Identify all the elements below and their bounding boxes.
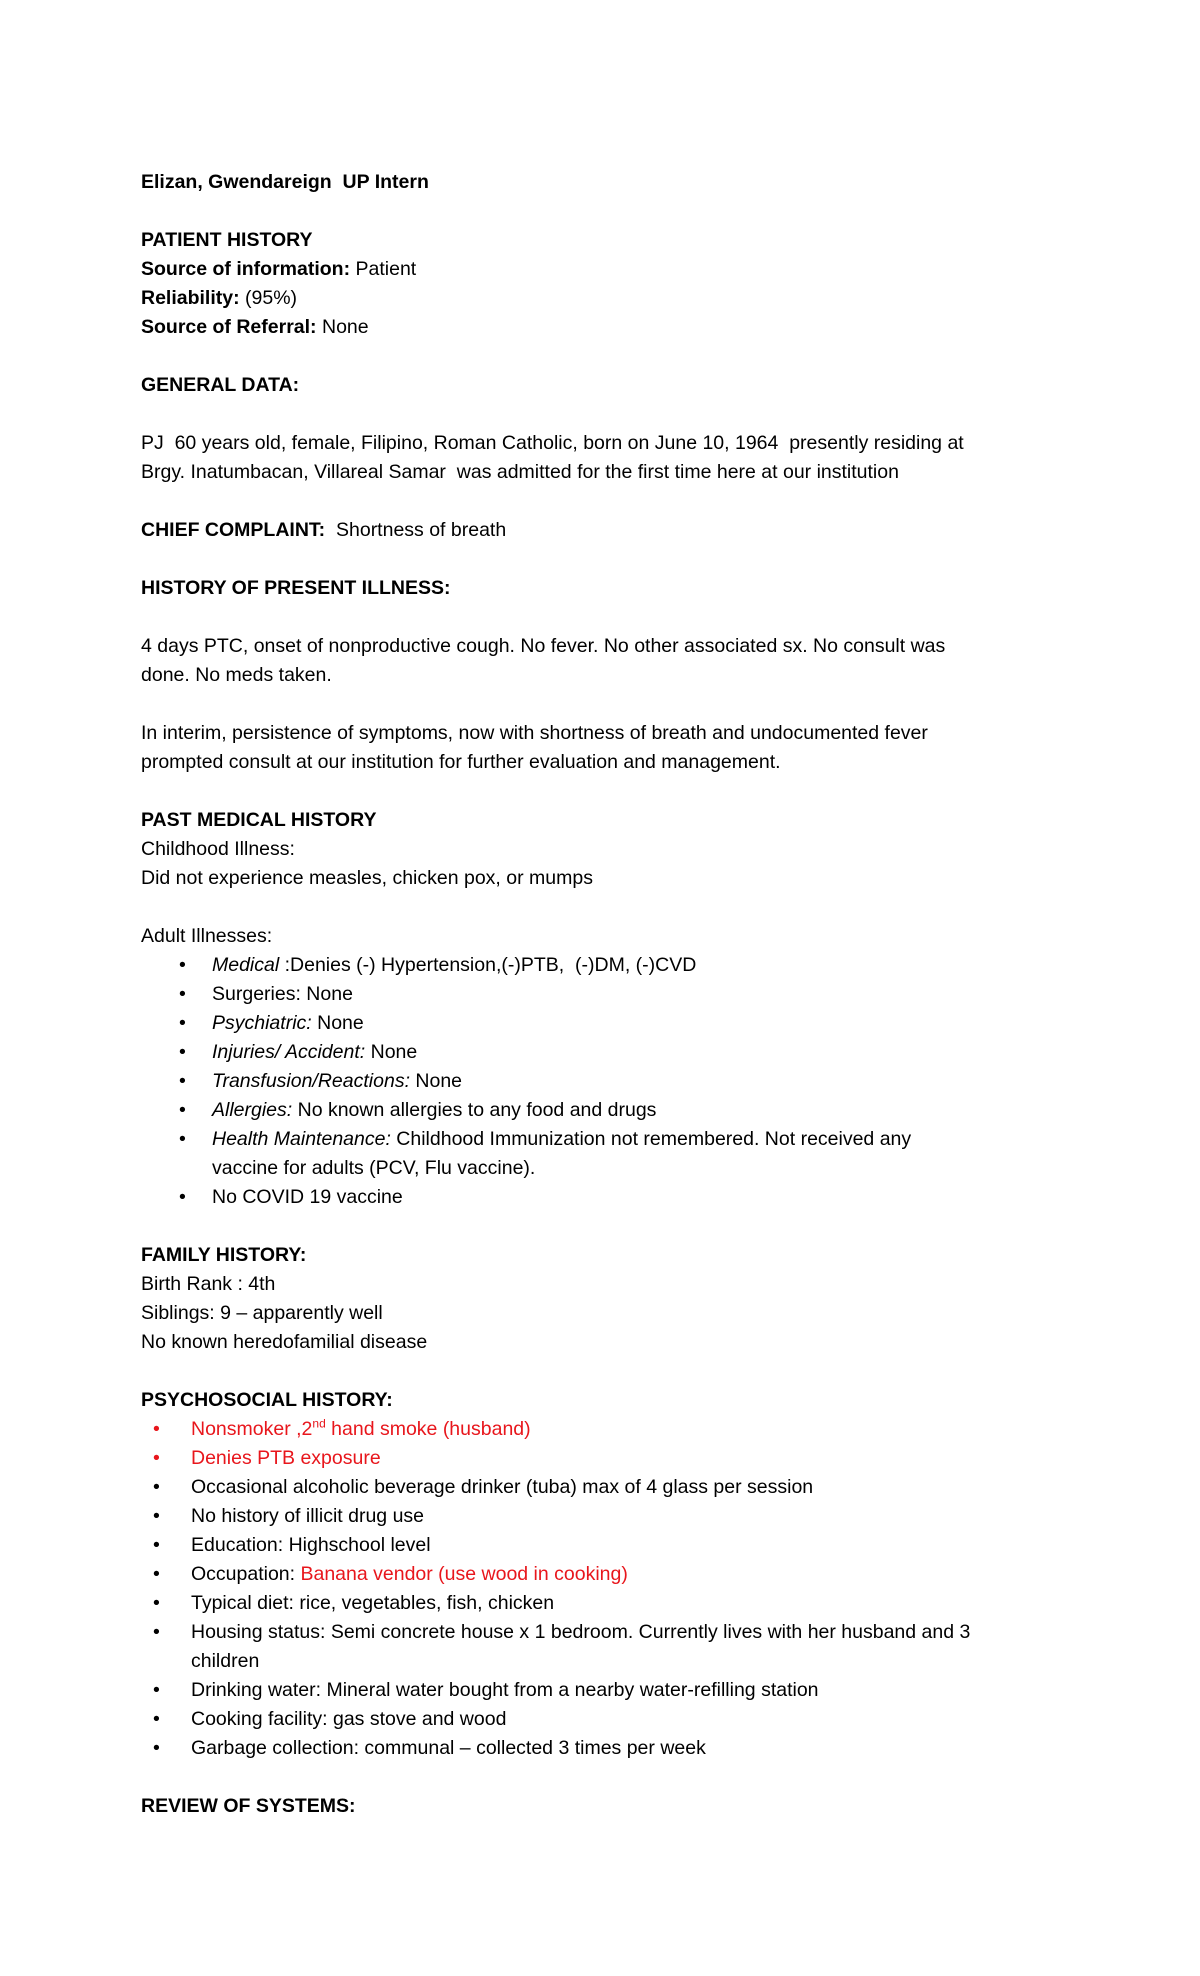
item-text: Surgeries: None [212, 983, 353, 1005]
reliability-label: Reliability: [141, 287, 240, 309]
list-item [141, 1531, 1081, 1560]
document-page [141, 168, 1081, 1821]
item-text: No COVID 19 vaccine [212, 1186, 403, 1208]
chief-complaint-label: CHIEF COMPLAINT: [141, 519, 326, 541]
item-text: None [311, 1012, 364, 1034]
psychosocial-list [141, 1415, 1081, 1763]
list-item [141, 1705, 1081, 1734]
list-item [141, 980, 1081, 1009]
list-item [141, 1183, 1081, 1212]
list-item [141, 1502, 1081, 1531]
general-data-heading: GENERAL DATA: [141, 374, 300, 396]
general-data-line-2: Brgy. Inatumbacan, Villareal Samar was admitted for the first time here at our institution [141, 461, 899, 483]
list-item [141, 1096, 1081, 1125]
list-item [141, 1125, 1081, 1183]
ptb-text: Denies PTB exposure [191, 1447, 381, 1469]
reliability [141, 284, 1081, 313]
hpi-heading: HISTORY OF PRESENT ILLNESS: [141, 577, 451, 599]
review-of-systems-heading: REVIEW OF SYSTEMS: [141, 1795, 356, 1817]
list-item [141, 1560, 1081, 1589]
siblings: Siblings: 9 – apparently well [141, 1302, 383, 1324]
past-medical-heading: PAST MEDICAL HISTORY [141, 809, 377, 831]
list-item [141, 1473, 1081, 1502]
source-value: Patient [350, 258, 417, 280]
hpi-p1-line-1: 4 days PTC, onset of nonproductive cough. No fever. No other associated sx. No consult was [141, 635, 946, 657]
source-of-information [141, 255, 1081, 284]
childhood-illness-label: Childhood Illness: [141, 838, 295, 860]
item-label: Injuries/ Accident: [212, 1041, 366, 1063]
list-item [141, 1444, 1081, 1473]
referral-label: Source of Referral: [141, 316, 317, 338]
item-text: No known allergies to any food and drugs [292, 1099, 657, 1121]
occupation-value: Banana vendor (use wood in cooking) [300, 1563, 628, 1585]
item-label: Transfusion/Reactions: [212, 1070, 410, 1092]
author-line: Elizan, Gwendareign UP Intern [141, 171, 429, 193]
adult-illnesses-label: Adult Illnesses: [141, 925, 273, 947]
birth-rank: Birth Rank : 4th [141, 1273, 276, 1295]
item-label: Health Maintenance: [212, 1128, 391, 1150]
housing-text: Housing status: Semi concrete house x 1 bedroom. Currently lives with her husband and 3 [191, 1621, 971, 1643]
source-of-referral [141, 313, 1081, 342]
chief-complaint [141, 516, 1081, 545]
list-item [141, 1067, 1081, 1096]
drugs-text: No history of illicit drug use [191, 1505, 425, 1527]
smoker-text-end: hand smoke (husband) [325, 1418, 531, 1440]
education-text: Education: Highschool level [191, 1534, 431, 1556]
item-label: Allergies: [212, 1099, 293, 1121]
list-item [141, 1734, 1081, 1763]
source-label: Source of information: [141, 258, 351, 280]
list-item [141, 951, 1081, 980]
housing-text-continued: children [191, 1650, 260, 1672]
item-label: Psychiatric: [212, 1012, 312, 1034]
item-text: None [409, 1070, 463, 1092]
reliability-value: (95%) [239, 287, 298, 309]
hpi-p1-line-2: done. No meds taken. [141, 664, 332, 686]
smoker-superscript: nd [312, 1416, 326, 1431]
item-text: Childhood Immunization not remembered. Not received any [390, 1128, 912, 1150]
item-text: None [365, 1041, 418, 1063]
garbage-text: Garbage collection: communal – collected 3 times per week [191, 1737, 706, 1759]
childhood-illness-value: Did not experience measles, chicken pox, or mumps [141, 867, 593, 889]
alcohol-text: Occasional alcoholic beverage drinker (tuba) max of 4 glass per session [191, 1476, 814, 1498]
diet-text: Typical diet: rice, vegetables, fish, chicken [191, 1592, 555, 1614]
cooking-text: Cooking facility: gas stove and wood [191, 1708, 507, 1730]
hpi-p2-line-1: In interim, persistence of symptoms, now with shortness of breath and undocumented fever [141, 722, 928, 744]
water-text: Drinking water: Mineral water bought from a nearby water-refilling station [191, 1679, 819, 1701]
occupation-label: Occupation: [191, 1563, 301, 1585]
smoker-text: Nonsmoker ,2 [191, 1418, 313, 1440]
item-text-continued: vaccine for adults (PCV, Flu vaccine). [212, 1157, 536, 1179]
item-text: :Denies (-) Hypertension,(-)PTB, (-)DM, (-)CVD [279, 954, 697, 976]
family-history-heading: FAMILY HISTORY: [141, 1244, 307, 1266]
referral-value: None [316, 316, 369, 338]
list-item [141, 1589, 1081, 1618]
list-item [141, 1415, 1081, 1444]
general-data-line-1: PJ 60 years old, female, Filipino, Roman Catholic, born on June 10, 1964 presently residing at [141, 432, 964, 454]
patient-history-heading: PATIENT HISTORY [141, 229, 313, 251]
list-item [141, 1618, 1081, 1676]
hpi-p2-line-2: prompted consult at our institution for further evaluation and management. [141, 751, 781, 773]
adult-illnesses-list [141, 951, 1081, 1212]
psychosocial-heading: PSYCHOSOCIAL HISTORY: [141, 1389, 393, 1411]
list-item [141, 1038, 1081, 1067]
list-item [141, 1009, 1081, 1038]
heredofamilial: No known heredofamilial disease [141, 1331, 428, 1353]
list-item [141, 1676, 1081, 1705]
item-label: Medical [212, 954, 280, 976]
chief-complaint-value: Shortness of breath [325, 519, 507, 541]
